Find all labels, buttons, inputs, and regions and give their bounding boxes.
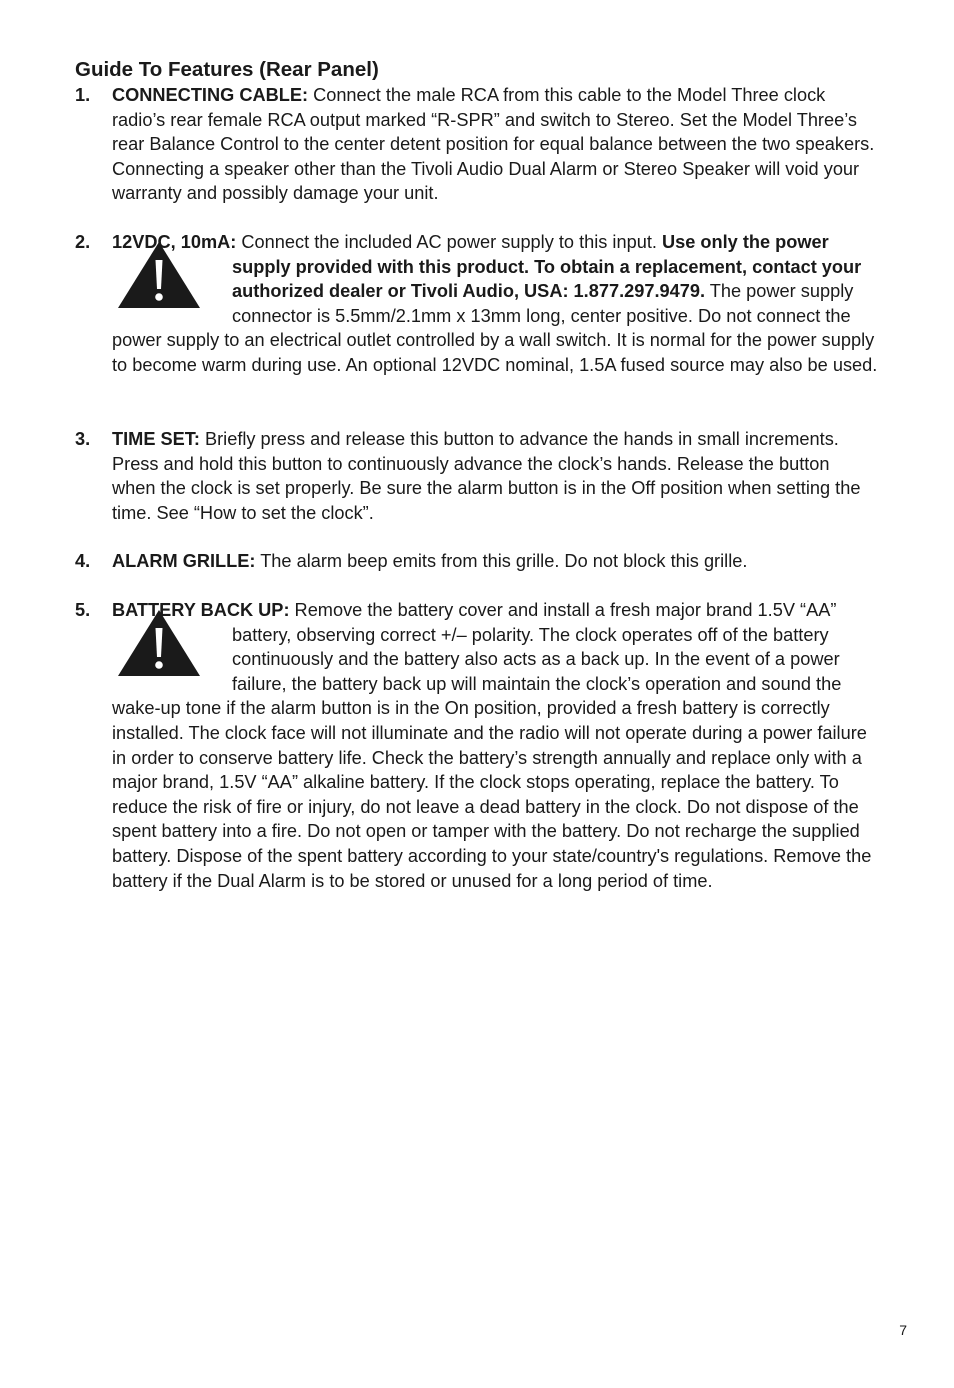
feature-item-power-input xyxy=(75,230,878,378)
feature-item-connecting-cable xyxy=(75,83,878,206)
item-heading: BATTERY BACK UP: xyxy=(112,600,290,620)
item-text: Connect the male RCA from this cable to the Model Three clock radio’s rear female RCA output marked “R-SPR” and switch to Stereo. Set the Model Three’s rear Balance Control to the center detent position for equal balance between the two speakers. Connecting a speaker other than the Tivoli Audio Dual Alarm or Stereo Speaker will void your warranty and possibly damage your unit. xyxy=(112,85,875,204)
item-text: The alarm beep emits from this grille. Do not block this grille. xyxy=(255,551,748,571)
item-heading: CONNECTING CABLE: xyxy=(112,85,309,105)
item-number: 3. xyxy=(75,429,91,449)
item-description xyxy=(112,83,878,206)
item-description xyxy=(112,549,878,574)
item-description xyxy=(112,230,878,378)
item-heading: 12VDC, 10mA: xyxy=(112,232,237,252)
item-heading: ALARM GRILLE: xyxy=(112,551,256,571)
item-description xyxy=(112,427,878,525)
feature-item-alarm-grille xyxy=(75,549,878,574)
item-number: 5. xyxy=(75,600,91,620)
item-text: Remove the battery cover and install a fresh major brand 1.5V “AA” battery, observing correct +/– polarity. The clock operates off of the battery continuously and the battery also acts as a back up. In the event of a power failure, the battery back up will maintain the clock’s operation and sound the wake-up tone if the alarm button is in the On position, provided a fresh battery is correctly installed. The clock face will not illuminate and the radio will not operate during a power failure in order to conserve battery life. Check the battery’s strength annually and replace only with a major brand, 1.5V “AA” alkaline battery. If the clock stops operating, replace the battery. To reduce the risk of fire or injury, do not leave a dead battery in the clock. Do not dispose of the spent battery into a fire. Do not open or tamper with the battery. Do not recharge the supplied battery. Dispose of the spent battery according to your state/country's regulations. Remove the battery if the Dual Alarm is to be stored or unused for a long period of time. xyxy=(112,600,872,891)
item-text: Connect the included AC power supply to this input. xyxy=(236,232,662,252)
warning-text: Use only the power supply provided with this product. To obtain a replacement, contact your authorized dealer or Tivoli Audio, USA: 1.877.297.9479. xyxy=(232,232,862,302)
item-number: 1. xyxy=(75,85,91,105)
item-text: Briefly press and release this button to advance the hands in small increments. Press and hold this button to continuously advance the clock’s hands. Release the button when the clock is set properly. Be sure the alarm button is in the Off position when setting the time. See “How to set the clock”. xyxy=(112,429,861,523)
item-heading: TIME SET: xyxy=(112,429,200,449)
item-number: 2. xyxy=(75,232,91,252)
feature-item-time-set xyxy=(75,427,878,525)
item-description xyxy=(112,598,878,893)
page-number: 7 xyxy=(899,1322,907,1338)
page-title: Guide To Features (Rear Panel) xyxy=(75,58,379,81)
item-text-continued: The power supply connector is 5.5mm/2.1mm x 13mm long, center positive. Do not connect the power supply to an electrical outlet controlled by a wall switch. It is normal for the power supply to become warm during use. An optional 12VDC nominal, 1.5A fused source may also be used. xyxy=(112,281,878,375)
item-number: 4. xyxy=(75,551,91,571)
feature-item-battery-back-up xyxy=(75,598,878,893)
